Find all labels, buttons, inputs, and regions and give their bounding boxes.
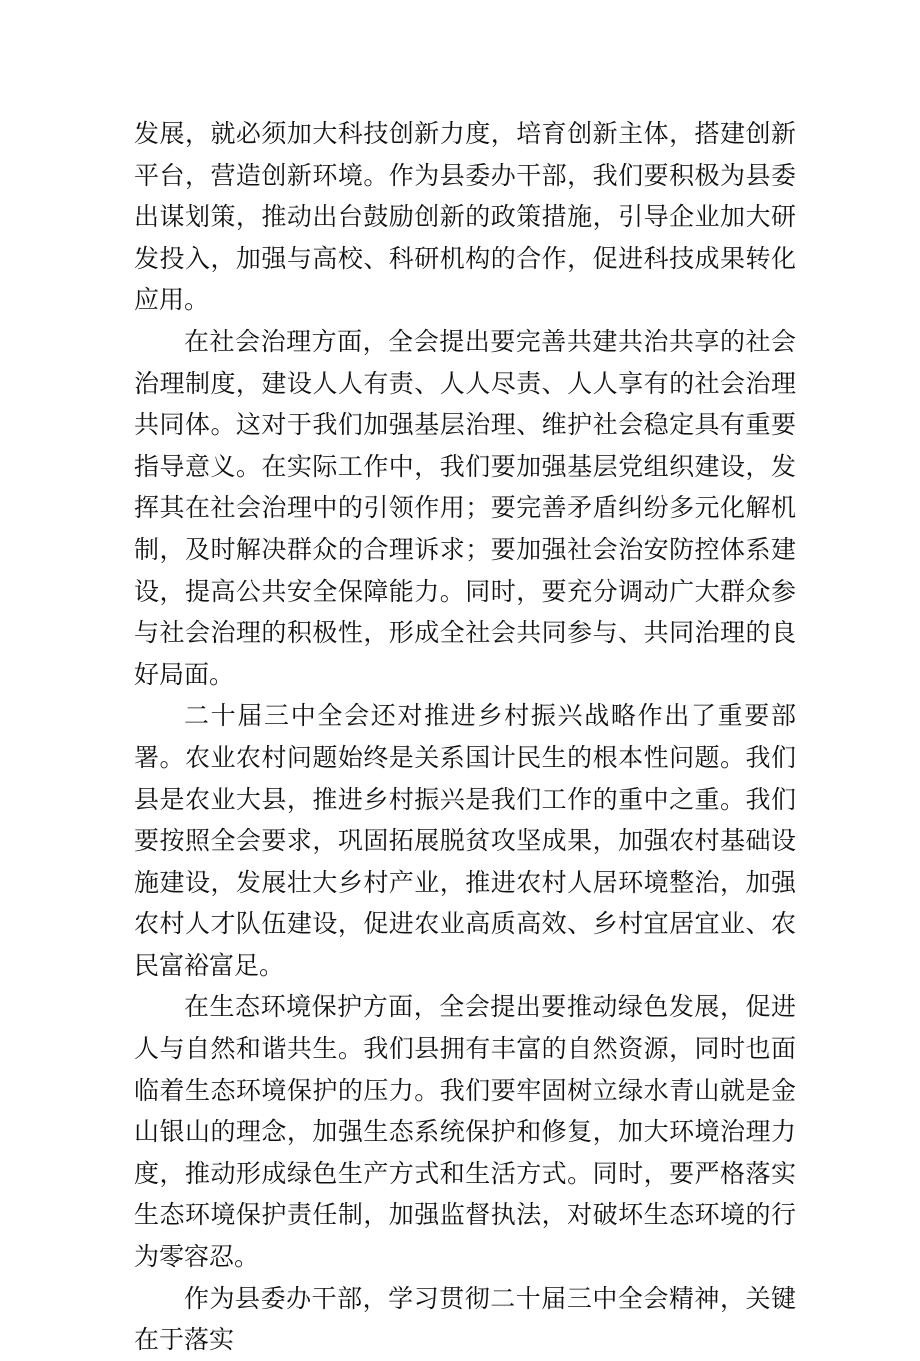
paragraph-rural-revitalization: 二十届三中全会还对推进乡村振兴战略作出了重要部署。农业农村问题始终是关系国计民生的根本性问题。我们县是农业大县，推进乡村振兴是我们工作的重中之重。我们要按照全会要求，巩固拓展脱贫攻坚成果，加强农村基础设施建设，发展壮大乡村产业，推进农村人居环境整治，加强农村人才队伍建设，促进农业高质高效、乡村宜居宜业、农民富裕富足。 — [134, 701, 796, 980]
document-page — [134, 113, 796, 1361]
paragraph-ecological-protection: 在生态环境保护方面，全会提出要推动绿色发展，促进人与自然和谐共生。我们县拥有丰富的自然资源，同时也面临着生态环境保护的压力。我们要牢固树立绿水青山就是金山银山的理念，加强生态系统保护和修复，加大环境治理力度，推动形成绿色生产方式和生活方式。同时，要严格落实生态环境保护责任制，加强监督执法，对破坏生态环境的行为零容忍。 — [134, 992, 796, 1272]
paragraph-implementation: 作为县委办干部，学习贯彻二十届三中全会精神，关键在于落实 — [134, 1283, 796, 1355]
paragraph-social-governance: 在社会治理方面，全会提出要完善共建共治共享的社会治理制度，建设人人有责、人人尽责、人人享有的社会治理共同体。这对于我们加强基层治理、维护社会稳定具有重要指导意义。在实际工作中，我们要加强基层党组织建设，发挥其在社会治理中的引领作用；要完善矛盾纠纷多元化解机制，及时解决群众的合理诉求；要加强社会治安防控体系建设，提高公共安全保障能力。同时，要充分调动广大群众参与社会治理的积极性，形成全社会共同参与、共同治理的良好局面。 — [134, 326, 796, 689]
paragraph-innovation-continued: 发展，就必须加大科技创新力度，培育创新主体，搭建创新平台，营造创新环境。作为县委办干部，我们要积极为县委出谋划策，推动出台鼓励创新的政策措施，引导企业加大研发投入，加强与高校、科研机构的合作，促进科技成果转化应用。 — [134, 119, 796, 315]
